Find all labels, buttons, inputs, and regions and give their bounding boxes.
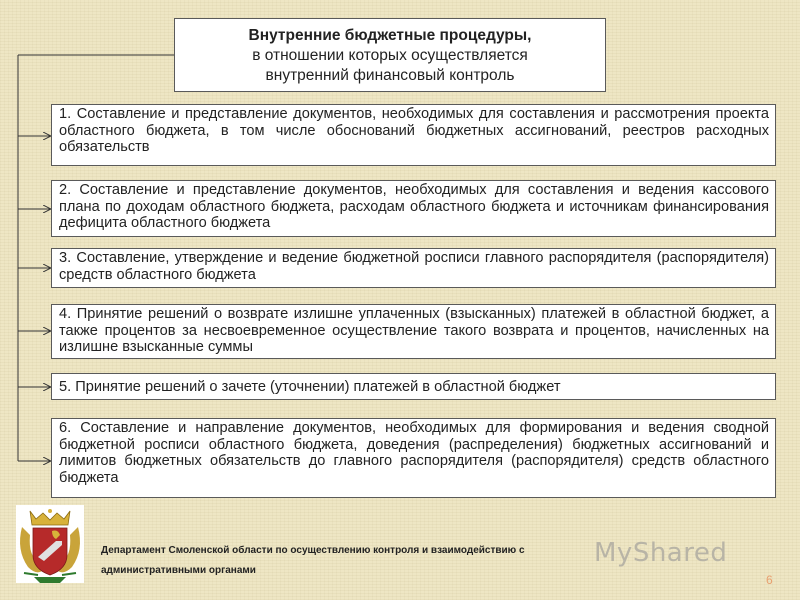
procedure-box-5: 5. Принятие решений о зачете (уточнении) платежей в областной бюджет <box>51 373 776 400</box>
watermark-logo: MyShared <box>594 538 728 568</box>
slide-number: 6 <box>766 573 773 587</box>
title-box <box>174 18 606 92</box>
procedure-box-3: 3. Составление, утверждение и ведение бюджетной росписи главного распорядителя (распорядителя) средств областного бюджета <box>51 248 776 288</box>
footer-line-2: административными органами <box>101 565 256 576</box>
procedure-box-6: 6. Составление и направление документов, необходимых для формирования и ведения сводной бюджетной росписи областного бюджета, доведения (распределения) бюджетных ассигнований и лимитов бюджетных обязательств до главного распорядителя (распорядителя) средств областного бюджета <box>51 418 776 498</box>
procedure-box-2: 2. Составление и представление документов, необходимых для составления и ведения кассового плана по доходам областного бюджета, расходам областного бюджета и источникам финансирования дефицита областного бюджета <box>51 180 776 237</box>
title-line-3: внутренний финансовый контроль <box>265 67 515 84</box>
title-line-1: Внутренние бюджетные процедуры, <box>248 27 532 44</box>
footer-line-1: Департамент Смоленской области по осуществлению контроля и взаимодействию с <box>101 545 525 556</box>
smolensk-coat-of-arms-icon <box>16 505 84 583</box>
procedure-box-1: 1. Составление и представление документов, необходимых для составления и рассмотрения проекта областного бюджета, в том числе обоснований бюджетных ассигнований, реестров расходных обязательств <box>51 104 776 166</box>
procedure-box-4: 4. Принятие решений о возврате излишне уплаченных (взысканных) платежей в областной бюджет, а также процентов за несвоевременное осуществление такого возврата и процентов, начисленных на излишне взысканные суммы <box>51 304 776 359</box>
title-line-2: в отношении которых осуществляется <box>252 47 528 64</box>
